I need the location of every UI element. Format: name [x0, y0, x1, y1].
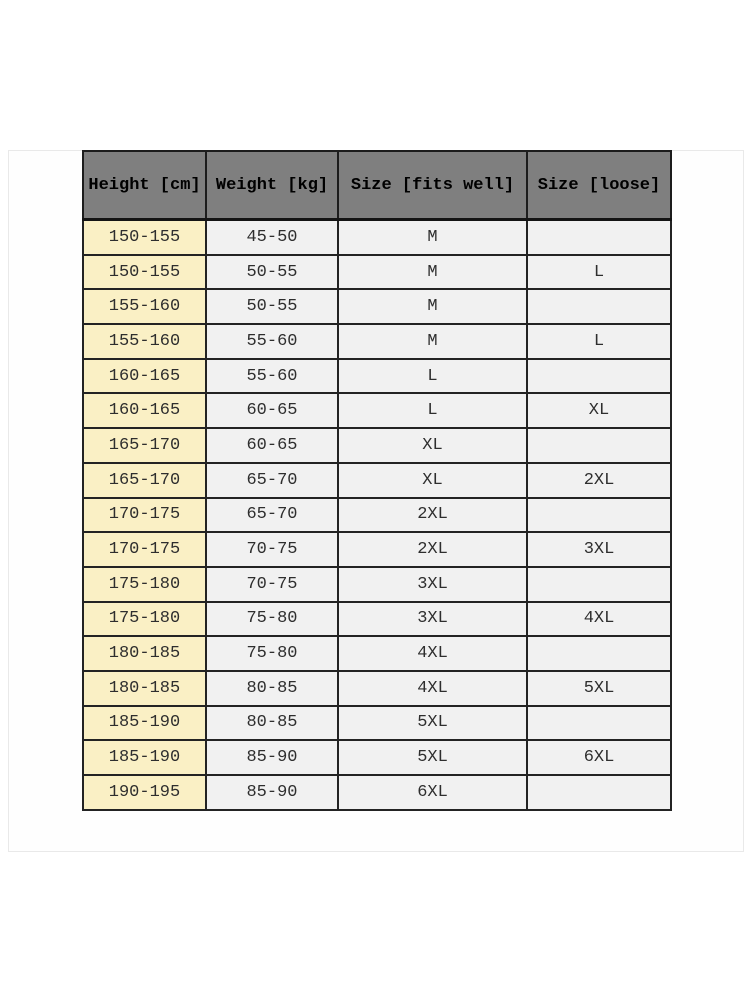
table-cell: 4XL — [338, 671, 527, 706]
table-row — [83, 602, 671, 637]
table-cell — [527, 428, 671, 463]
table-cell: 190-195 — [83, 775, 206, 810]
table-cell: 150-155 — [83, 220, 206, 255]
table-row — [83, 671, 671, 706]
table-cell: 180-185 — [83, 671, 206, 706]
table-cell: L — [527, 324, 671, 359]
table-cell: 80-85 — [206, 671, 338, 706]
table-row — [83, 498, 671, 533]
table-cell — [527, 220, 671, 255]
table-cell: XL — [338, 463, 527, 498]
table-cell — [527, 567, 671, 602]
table-cell — [527, 289, 671, 324]
table-cell: 55-60 — [206, 359, 338, 394]
table-cell: M — [338, 324, 527, 359]
table-row — [83, 463, 671, 498]
table-cell: 185-190 — [83, 740, 206, 775]
table-cell: L — [338, 393, 527, 428]
table-cell: 50-55 — [206, 289, 338, 324]
table-cell: 45-50 — [206, 220, 338, 255]
table-row — [83, 740, 671, 775]
header-weight-kg: Weight [kg] — [206, 151, 338, 220]
table-row — [83, 359, 671, 394]
table-cell: 85-90 — [206, 740, 338, 775]
table-cell: 170-175 — [83, 498, 206, 533]
table-row — [83, 289, 671, 324]
table-cell — [527, 498, 671, 533]
table-cell: 75-80 — [206, 636, 338, 671]
header-size-fits-well: Size [fits well] — [338, 151, 527, 220]
table-cell: 70-75 — [206, 532, 338, 567]
table-cell: L — [527, 255, 671, 290]
table-cell: 165-170 — [83, 428, 206, 463]
table-cell: 6XL — [338, 775, 527, 810]
table-cell: 175-180 — [83, 602, 206, 637]
table-row — [83, 324, 671, 359]
table-cell: 155-160 — [83, 289, 206, 324]
table-cell: 3XL — [527, 532, 671, 567]
size-chart-body — [83, 220, 671, 810]
table-cell: 5XL — [338, 740, 527, 775]
table-cell — [527, 775, 671, 810]
table-cell — [527, 359, 671, 394]
table-cell: 185-190 — [83, 706, 206, 741]
table-cell: M — [338, 289, 527, 324]
table-row — [83, 706, 671, 741]
table-cell: 2XL — [338, 498, 527, 533]
table-cell: 165-170 — [83, 463, 206, 498]
size-chart-header — [83, 151, 671, 220]
table-cell: 70-75 — [206, 567, 338, 602]
table-cell: 85-90 — [206, 775, 338, 810]
table-cell: M — [338, 220, 527, 255]
table-cell: XL — [527, 393, 671, 428]
table-cell: 155-160 — [83, 324, 206, 359]
table-cell: 65-70 — [206, 498, 338, 533]
table-cell: 6XL — [527, 740, 671, 775]
table-row — [83, 428, 671, 463]
table-row — [83, 220, 671, 255]
table-cell: 160-165 — [83, 359, 206, 394]
table-cell: 65-70 — [206, 463, 338, 498]
table-cell: 5XL — [527, 671, 671, 706]
table-row — [83, 567, 671, 602]
table-cell: M — [338, 255, 527, 290]
table-cell: 75-80 — [206, 602, 338, 637]
table-cell: 180-185 — [83, 636, 206, 671]
header-height-cm: Height [cm] — [83, 151, 206, 220]
table-cell: 175-180 — [83, 567, 206, 602]
table-cell — [527, 706, 671, 741]
table-cell: 60-65 — [206, 393, 338, 428]
table-cell: 60-65 — [206, 428, 338, 463]
table-row — [83, 393, 671, 428]
table-row — [83, 532, 671, 567]
table-cell: 160-165 — [83, 393, 206, 428]
table-row — [83, 636, 671, 671]
table-cell: 5XL — [338, 706, 527, 741]
header-row — [83, 151, 671, 220]
size-chart-table — [82, 150, 672, 811]
table-cell: 150-155 — [83, 255, 206, 290]
table-cell: 4XL — [527, 602, 671, 637]
table-cell: 80-85 — [206, 706, 338, 741]
table-cell: 2XL — [338, 532, 527, 567]
table-row — [83, 255, 671, 290]
table-cell — [527, 636, 671, 671]
table-cell: 55-60 — [206, 324, 338, 359]
table-cell: 3XL — [338, 567, 527, 602]
table-cell: 2XL — [527, 463, 671, 498]
table-cell: L — [338, 359, 527, 394]
header-size-loose: Size [loose] — [527, 151, 671, 220]
table-cell: 170-175 — [83, 532, 206, 567]
table-row — [83, 775, 671, 810]
table-cell: 3XL — [338, 602, 527, 637]
table-cell: 4XL — [338, 636, 527, 671]
table-cell: 50-55 — [206, 255, 338, 290]
table-cell: XL — [338, 428, 527, 463]
